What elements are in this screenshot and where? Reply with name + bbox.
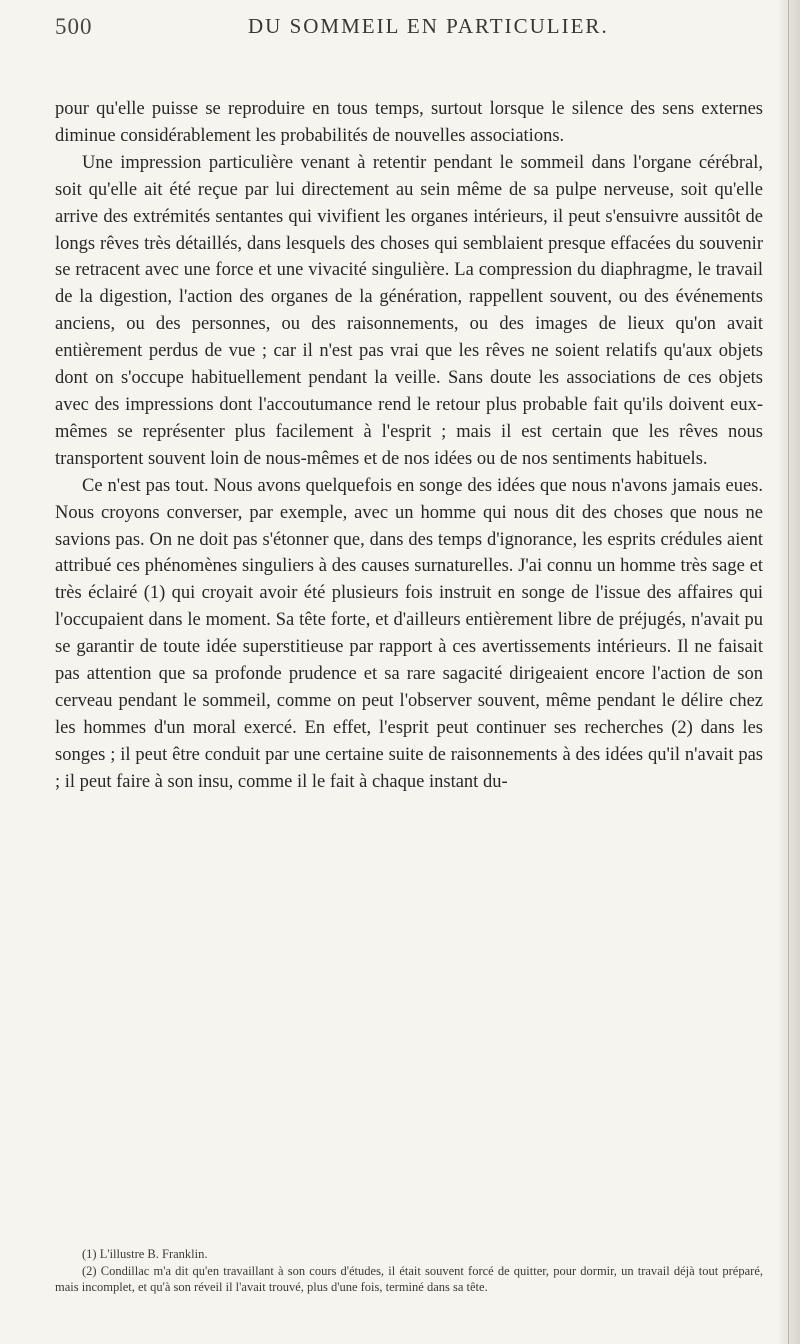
body-text xyxy=(55,96,763,796)
footnote-2: (2) Condillac m'a dit qu'en travaillant à son cours d'études, il était souvent forcé de quitter, pour dormir, un travail déjà tout préparé, mais incomplet, et qu'à son réveil il l'avait trouvé, plus d'une fois, terminé dans sa tête. xyxy=(55,1263,763,1294)
page-edge xyxy=(778,0,800,1344)
paragraph-dream-ideas: Ce n'est pas tout. Nous avons quelquefois en songe des idées que nous n'avons jamais eues. Nous croyons converser, par exemple, avec un homme qui nous dit des choses que nous ne savions pas. On ne doit pas s'étonner que, dans des temps d'ignorance, les esprits crédules aient attribué ces phénomènes singuliers à des causes surnaturelles. J'ai connu un homme très sage et très éclairé (1) qui croyait avoir été plusieurs fois instruit en songe de l'issue des affaires qui l'occupaient dans le moment. Sa tête forte, et d'ailleurs entièrement libre de préjugés, n'avait pu se garantir de toute idée superstitieuse par rapport à ces avertissements intérieurs. Il ne faisait pas attention que sa profonde prudence et sa rare sagacité dirigeaient encore l'action de son cerveau pendant le sommeil, comme on peut l'observer souvent, même pendant le délire chez les hommes d'un moral exercé. En effet, l'esprit peut continuer ses recherches (2) dans les songes ; il peut être conduit par une certaine suite de raisonnements à des idées qu'il n'avait pas ; il peut faire à son insu, comme il le fait à chaque instant du- xyxy=(55,475,763,792)
page-header xyxy=(55,14,755,50)
footnote-1: (1) L'illustre B. Franklin. xyxy=(82,1247,208,1261)
paragraph-continuation: pour qu'elle puisse se reproduire en tous temps, surtout lorsque le silence des sens externes diminue considérablement les probabilités de nouvelles associations. xyxy=(55,99,763,146)
paragraph-impression: Une impression particulière venant à retentir pendant le sommeil dans l'organe cérébral, soit qu'elle ait été reçue par lui directement au sein même de sa pulpe nerveuse, soit qu'elle arrive des extrémités sentantes qui vivifient les organes intérieurs, il peut s'ensuivre aussitôt de longs rêves très détaillés, dans lesquels des choses qui semblaient presque effacées du souvenir se retracent avec une force et une vivacité singulière. La compression du diaphragme, le travail de la digestion, l'action des organes de la génération, rappellent souvent, ou des événements anciens, ou des personnes, ou des raisonnements, ou des images de lieux qu'on avait entièrement perdus de vue ; car il n'est pas vrai que les rêves ne soient relatifs qu'aux objets dont on s'occupe habituellement pendant la veille. Sans doute les associations de ces objets avec des impressions dont l'accoutumance rend le retour plus probable fait qu'ils doivent eux-mêmes se représenter plus facilement à l'esprit ; mais il est certain que les rêves nous transportent souvent loin de nous-mêmes et de nos idées ou de nos sentiments habituels. xyxy=(55,152,763,469)
footnotes xyxy=(55,1246,763,1296)
running-title: DU SOMMEIL EN PARTICULIER. xyxy=(248,14,609,38)
page-number: 500 xyxy=(55,14,93,39)
